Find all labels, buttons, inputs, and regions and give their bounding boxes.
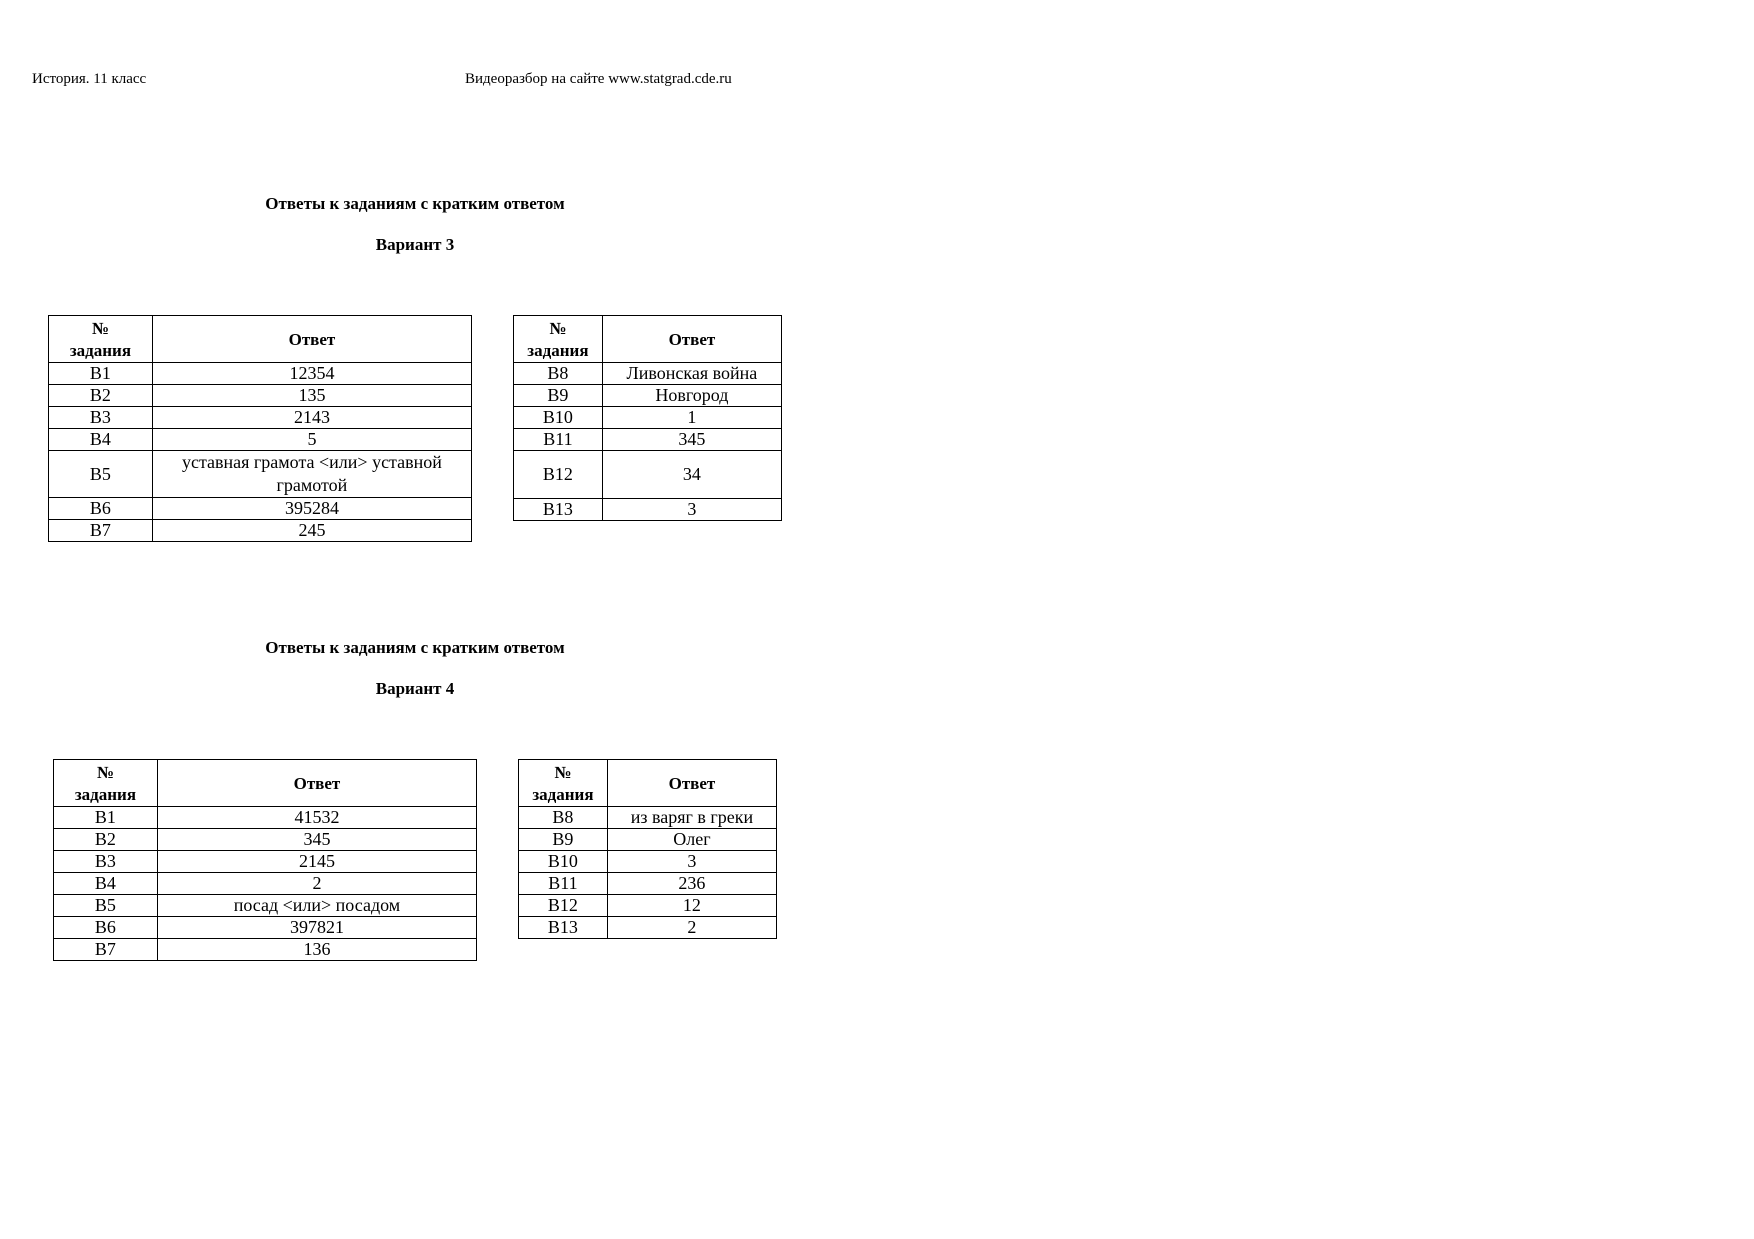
task-answer: 395284	[152, 498, 471, 520]
number-sign: № задания	[527, 318, 589, 360]
task-number: В13	[514, 499, 603, 521]
task-answer: 245	[152, 520, 471, 542]
task-number: В1	[54, 807, 158, 829]
task-number: В6	[49, 498, 153, 520]
table-row	[49, 451, 472, 498]
task-number: В11	[519, 873, 608, 895]
table-row	[54, 807, 477, 829]
task-answer: 3	[607, 851, 776, 873]
task-answer: из варяг в греки	[607, 807, 776, 829]
task-answer: 2143	[152, 407, 471, 429]
table-row	[514, 363, 782, 385]
table-row	[519, 873, 777, 895]
task-number: В2	[49, 385, 153, 407]
task-number: В8	[519, 807, 608, 829]
table-row	[49, 498, 472, 520]
task-answer: 135	[152, 385, 471, 407]
task-number: В3	[54, 851, 158, 873]
task-answer: 12	[607, 895, 776, 917]
table-header-row	[514, 316, 782, 363]
task-number: В9	[519, 829, 608, 851]
task-number: В12	[519, 895, 608, 917]
task-answer: 2	[157, 873, 476, 895]
task-answer: 236	[607, 873, 776, 895]
table-row	[519, 829, 777, 851]
task-number: В3	[49, 407, 153, 429]
task-number: В13	[519, 917, 608, 939]
answers-table-right	[518, 759, 777, 939]
table-row	[54, 851, 477, 873]
task-answer: уставная грамота <или> уставной грамотой	[152, 451, 471, 498]
section-title: Ответы к заданиям с кратким ответом	[265, 638, 565, 657]
video-link-header: Видеоразбор на сайте www.statgrad.cde.ru	[465, 71, 732, 87]
table-row	[49, 429, 472, 451]
task-number: В6	[54, 917, 158, 939]
section-title: Ответы к заданиям с кратким ответом	[265, 194, 565, 213]
table-row	[49, 520, 472, 542]
table-row	[514, 499, 782, 521]
table-row	[54, 939, 477, 961]
table-row	[514, 385, 782, 407]
task-answer: посад <или> посадом	[157, 895, 476, 917]
task-number: В7	[49, 520, 153, 542]
table-header-row	[519, 760, 777, 807]
task-answer: 12354	[152, 363, 471, 385]
task-answer: 397821	[157, 917, 476, 939]
table-row	[519, 851, 777, 873]
task-number: В4	[54, 873, 158, 895]
task-number: В9	[514, 385, 603, 407]
column-header-number	[519, 760, 608, 807]
table-row	[54, 873, 477, 895]
table-row	[514, 429, 782, 451]
task-answer: 2	[607, 917, 776, 939]
task-answer: 5	[152, 429, 471, 451]
answers-table-left	[53, 759, 477, 961]
task-number: В10	[519, 851, 608, 873]
task-number: В8	[514, 363, 603, 385]
task-number: В5	[49, 451, 153, 498]
task-number: В1	[49, 363, 153, 385]
table-row	[519, 895, 777, 917]
table-row	[54, 895, 477, 917]
task-answer: 1	[602, 407, 781, 429]
task-answer: Олег	[607, 829, 776, 851]
task-answer: 3	[602, 499, 781, 521]
task-number: В4	[49, 429, 153, 451]
task-answer: 345	[157, 829, 476, 851]
task-number: В5	[54, 895, 158, 917]
task-number: В2	[54, 829, 158, 851]
task-answer: Ливонская война	[602, 363, 781, 385]
table-header-row	[49, 316, 472, 363]
column-header-number	[49, 316, 153, 363]
table-header-row	[54, 760, 477, 807]
subject-header: История. 11 класс	[32, 71, 147, 87]
table-row	[49, 407, 472, 429]
task-answer: 41532	[157, 807, 476, 829]
variant-title: Вариант 3	[375, 235, 455, 254]
task-answer: 136	[157, 939, 476, 961]
table-row	[519, 807, 777, 829]
answers-table-left	[48, 315, 472, 542]
column-header-answer: Ответ	[602, 316, 781, 363]
table-row	[49, 363, 472, 385]
column-header-answer: Ответ	[157, 760, 476, 807]
task-number: В7	[54, 939, 158, 961]
task-answer: 345	[602, 429, 781, 451]
task-answer: 2145	[157, 851, 476, 873]
answers-table-right	[513, 315, 782, 521]
number-sign: № задания	[532, 762, 594, 804]
variant-title: Вариант 4	[375, 679, 455, 698]
column-header-number	[54, 760, 158, 807]
column-header-answer: Ответ	[152, 316, 471, 363]
table-row	[514, 407, 782, 429]
table-row	[514, 451, 782, 499]
table-row	[54, 917, 477, 939]
task-number: В10	[514, 407, 603, 429]
task-answer: Новгород	[602, 385, 781, 407]
task-answer: 34	[602, 451, 781, 499]
number-sign: № задания	[74, 762, 137, 804]
table-row	[519, 917, 777, 939]
task-number: В11	[514, 429, 603, 451]
column-header-answer: Ответ	[607, 760, 776, 807]
table-row	[49, 385, 472, 407]
table-row	[54, 829, 477, 851]
column-header-number	[514, 316, 603, 363]
task-number: В12	[514, 451, 603, 499]
number-sign: № задания	[69, 318, 132, 360]
